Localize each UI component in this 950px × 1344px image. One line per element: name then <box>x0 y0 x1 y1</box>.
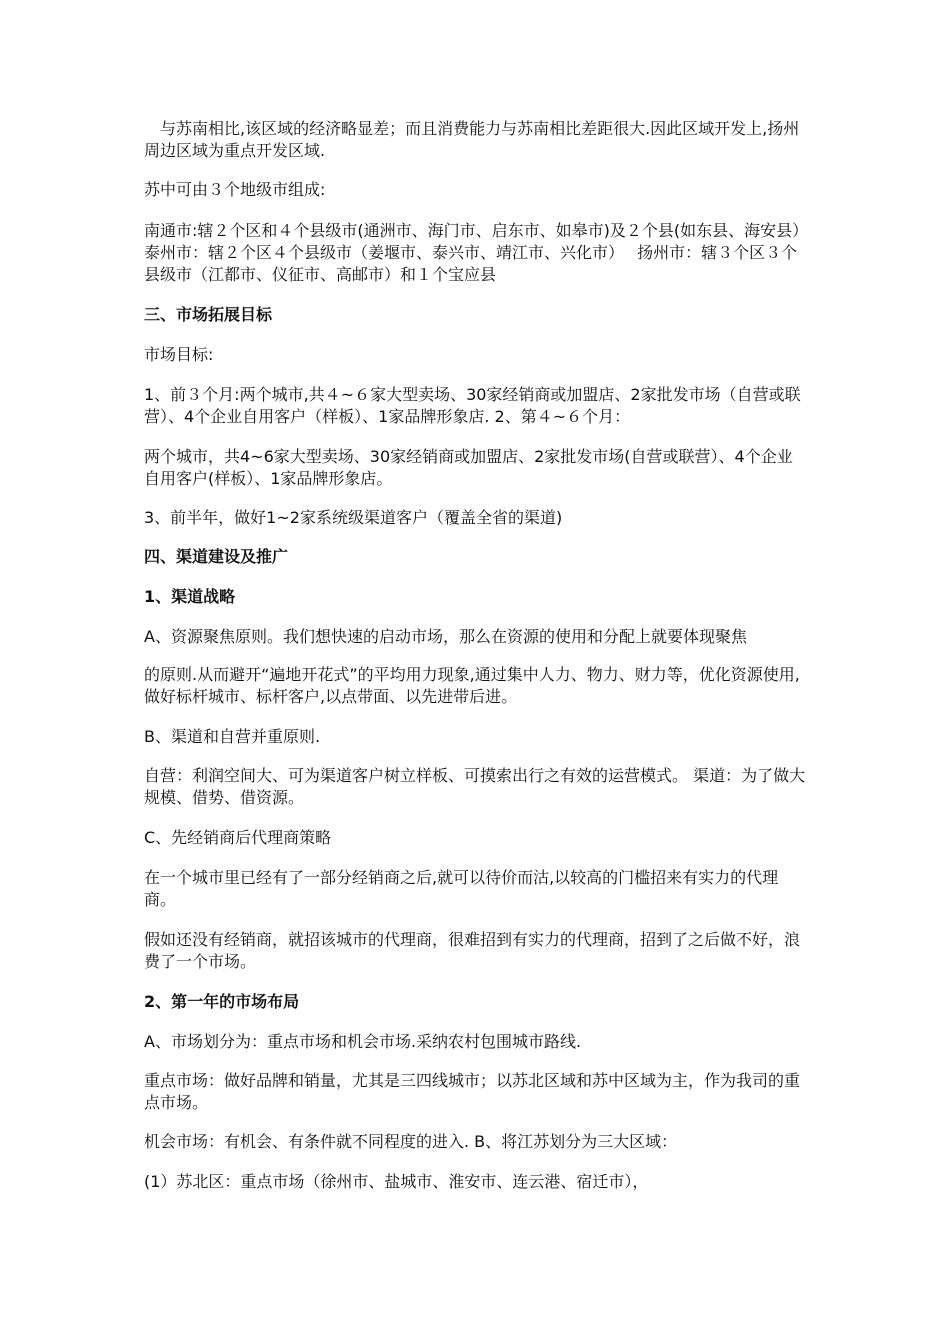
paragraph-agent-2: 假如还没有经销商，就招该城市的代理商，很难招到有实力的代理商，招到了之后做不好，浪费了一个市场。 <box>144 930 801 971</box>
paragraph-key-market: 重点市场：做好品牌和销量，尤其是三四线城市；以苏北区域和苏中区域为主，作为我司的重点市场。 <box>144 1071 801 1112</box>
paragraph-principle-a-cont: 的原则.从而避开“遍地开花式”的平均用力现象,通过集中人力、物力、财力等，优化资源使用,做好标杆城市、标杆客户,以点带面、以先进带后进。 <box>144 665 800 706</box>
paragraph-market-division: A、市场划分为：重点市场和机会市场.采纳农村包围城市路线. <box>144 1032 582 1051</box>
paragraph-goal-3: 3、前半年，做好1~2家系统级渠道客户（覆盖全省的渠道) <box>144 508 563 527</box>
paragraph-self-run: 自营：利润空间大、可为渠道客户树立样板、可摸索出行之有效的运营模式。 渠道：为了做大规模、借势、借资源。 <box>144 766 806 807</box>
paragraph-agent-1: 在一个城市里已经有了一部分经销商之后,就可以待价而沽,以较高的门槛招来有实力的代理商。 <box>144 868 779 909</box>
paragraph-market-goal-label: 市场目标: <box>144 345 214 364</box>
paragraph-goal-2: 两个城市，共4~6家大型卖场、30家经销商或加盟店、2家批发市场(自营或联营）、4个企业自用客户(样板）、1家品牌形象店。 <box>144 447 793 488</box>
heading-first-year-layout: 2、第一年的市场布局 <box>144 992 300 1011</box>
paragraph-goal-1: 1、前３个月:两个城市,共４~６家大型卖场、30家经销商或加盟店、2家批发市场（自营或联营）、4个企业自用客户（样板）、1家品牌形象店. 2、第４~６个月： <box>144 385 801 426</box>
heading-section-4: 四、渠道建设及推广 <box>144 547 289 566</box>
paragraph-cities: 南通市:辖２个区和４个县级市(通洲市、海门市、启东市、如皋市)及２个县(如东县、海安县） 泰州市：辖２个区４个县级市（姜堰市、泰兴市、靖江市、兴化市） 扬州市：辖３个区３个县级市（江都市、仪征市、高邮市）和１个宝应县 <box>144 221 817 284</box>
paragraph-subei-region: (1）苏北区：重点市场（徐州市、盐城市、淮安市、连云港、宿迁市）， <box>144 1172 649 1191</box>
paragraph-strategy-c: C、先经销商后代理商策略 <box>144 828 332 847</box>
paragraph-principle-b: B、渠道和自营并重原则. <box>144 727 321 746</box>
paragraph-principle-a: A、资源聚焦原则。我们想快速的启动市场，那么在资源的使用和分配上就要体现聚焦 <box>144 627 747 646</box>
paragraph-suzhong-intro: 苏中可由３个地级市组成: <box>144 180 326 199</box>
paragraph-opportunity-market: 机会市场：有机会、有条件就不同程度的进入. B、将江苏划分为三大区域： <box>144 1132 678 1151</box>
heading-section-3: 三、市场拓展目标 <box>144 305 273 324</box>
heading-channel-strategy: 1、渠道战略 <box>144 587 236 606</box>
paragraph-subei-comparison: 与苏南相比,该区域的经济略显差；而且消费能力与苏南相比差距很大.因此区域开发上,扬州周边区域为重点开发区域. <box>144 119 800 160</box>
